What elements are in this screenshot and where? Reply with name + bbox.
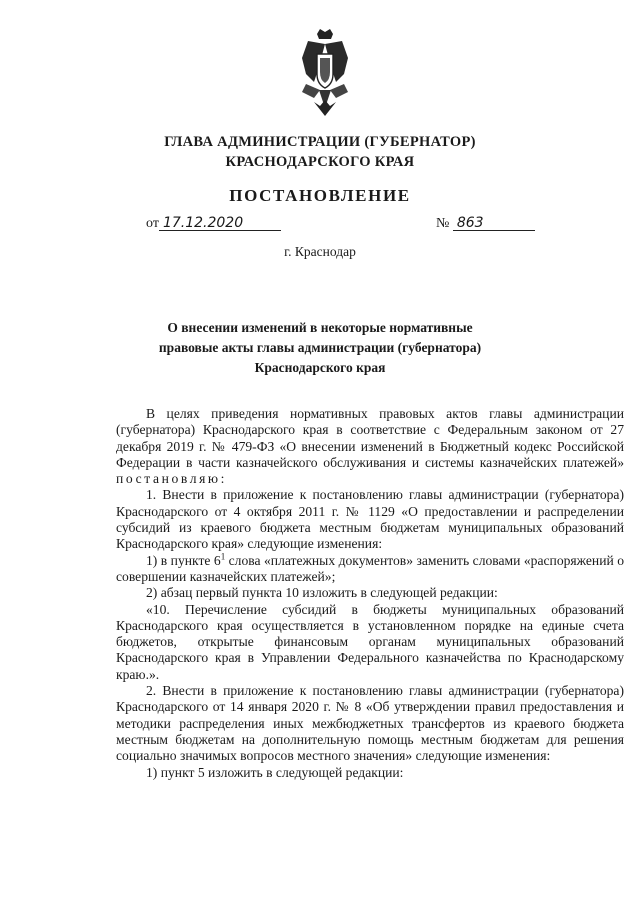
number-field: [436, 216, 535, 232]
document-title: [0, 318, 640, 378]
date-value: 17.12.2020: [159, 216, 281, 231]
number-prefix: №: [436, 216, 450, 231]
title-line-1: О внесении изменений в некоторые нормативные: [167, 320, 473, 335]
paragraph-quote-10: «10. Перечисление субсидий в бюджеты муниципальных образований Краснодарского края осуществляется в установленном порядке на единые счета бюджетов, открытые финансовым органам муниципальных образований Краснодарского края в Управлении Федерального казначейства по Краснодарскому краю.».: [116, 601, 624, 682]
subitem-1-1-sup: 1: [220, 551, 226, 562]
document-body: [116, 406, 624, 781]
paragraph-item-1: 1. Внести в приложение к постановлению главы администрации (губернатора) Краснодарского от 4 октября 2011 г. № 1129 «О предоставлении и распределении субсидий из краевого бюджета местным бюджетам муниципальных образований Краснодарского края» следующие изменения:: [116, 487, 624, 552]
coat-of-arms-icon: [300, 28, 350, 118]
title-line-2: правовые акты главы администрации (губернатора): [158, 340, 482, 355]
paragraph-item-2: 2. Внести в приложение к постановлению главы администрации (губернатора) Краснодарского от 14 января 2020 г. № 8 «Об утверждении правил предоставления и методики распределения иных межбюджетных трансфертов из краевого бюджета местным бюджетам на дополнительную помощь местным бюджетам для решения социально значимых вопросов местного значения» следующие изменения:: [116, 683, 624, 764]
paragraph-subitem-2-1: 1) пункт 5 изложить в следующей редакции:: [146, 764, 404, 780]
document-type: ПОСТАНОВЛЕНИЕ: [229, 186, 411, 205]
authority-line-1: ГЛАВА АДМИНИСТРАЦИИ (ГУБЕРНАТОР): [164, 134, 476, 150]
preamble-text: В целях приведения нормативных правовых актов главы администрации (губернатора) Краснодарского края в соответствие с Федеральным законом от 27 декабря 2019 г. № 479-ФЗ «О внесении изменений в Бюджетный кодекс Российской Федерации в части казначейского обслуживания и системы казначейских платежей»: [116, 406, 624, 470]
subitem-1-1-pre: 1) в пункте 6: [146, 552, 221, 568]
city: г. Краснодар: [284, 244, 356, 259]
number-value: 863: [453, 216, 535, 231]
date-field: [146, 216, 281, 232]
preamble-action: постановляю:: [116, 471, 228, 487]
paragraph-preamble: [116, 406, 624, 487]
date-prefix: от: [146, 216, 159, 231]
authority-line-2: КРАСНОДАРСКОГО КРАЯ: [225, 154, 415, 170]
paragraph-subitem-1-1: [116, 553, 624, 586]
subitem-1-1-post: слова «платежных документов» заменить словами «распоряжений о совершении казначейских платежей»;: [116, 552, 625, 584]
paragraph-subitem-1-2: 2) абзац первый пункта 10 изложить в следующей редакции:: [146, 585, 498, 601]
title-line-3: Краснодарского края: [254, 360, 386, 375]
